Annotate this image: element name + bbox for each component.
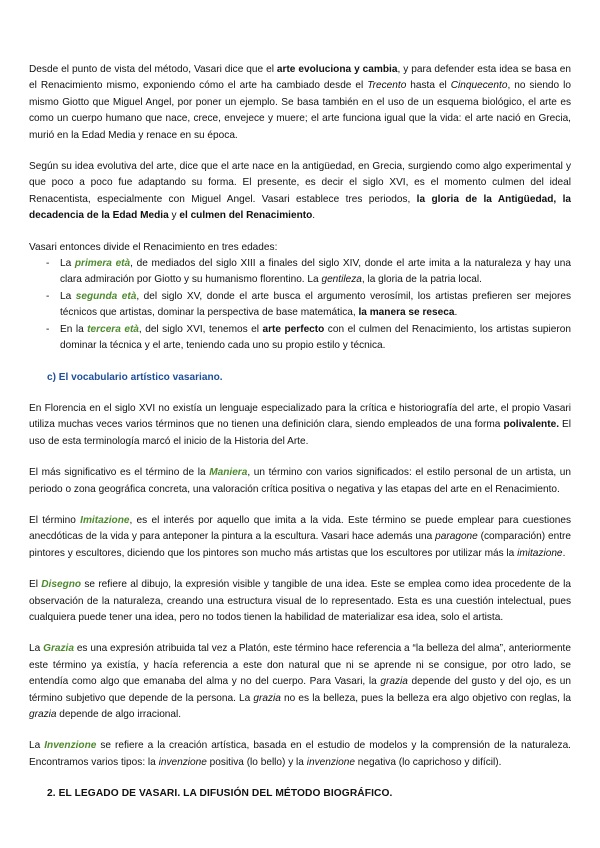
term-invenzione: Invenzione bbox=[44, 740, 97, 752]
italic-cinquecento: Cinquecento bbox=[450, 80, 508, 92]
document-page bbox=[29, 62, 571, 803]
paragraph-method: Desde el punto de vista del método, Vasari dice que el arte evoluciona y cambia, y para defender esta idea se basa en el Renacimiento mismo, exponiendo cómo el arte ha cambiado desde el Trecento hasta el Cinquecento, no siendo lo mismo Giotto que Miguel Angel, por poner un ejemplo. Se basa también en el uso de un esquema biológico, el arte es como un cuerpo humano que nace, crece, envejece y muere; el arte funciona igual que la vida: el arte nació en Grecia, murió en la Edad Media y renace en su época. bbox=[29, 64, 572, 141]
paragraph-lenguaje: En Florencia en el siglo XVI no existía un lenguaje especializado para la crítica e historiografía del arte, el propio Vasari utiliza muchas veces varios términos que no tienen una definición clara, siendo empleados de una forma polivalente. El uso de esta terminología marcó el inicio de la Historia del Arte. bbox=[29, 402, 572, 447]
term-disegno: Disegno bbox=[41, 579, 82, 591]
bold-arte-evoluciona: arte evoluciona y cambia bbox=[276, 64, 398, 75]
term-segunda-eta: segunda età bbox=[75, 290, 137, 302]
list-item-primera-eta: - La primera età, de mediados del siglo XIII a finales del siglo XIV, donde el arte imita a la naturaleza y hay una clara admiración por Giotto y su humanismo florentino. La gentileza, la gloria de la patria local. bbox=[46, 258, 571, 286]
three-ages-list bbox=[29, 256, 571, 354]
bold-polivalente: polivalente. bbox=[503, 419, 559, 431]
italic-trecento: Trecento bbox=[367, 80, 407, 92]
term-grazia: Grazia bbox=[43, 643, 74, 655]
term-imitazione: Imitazione bbox=[80, 514, 130, 526]
list-item-tercera-eta: - En la tercera età, del siglo XVI, tenemos el arte perfecto con el culmen del Renacimiento, los artistas supieron dominar la técnica y el arte, teniendo cada uno su propio estilo y técnica. bbox=[46, 323, 571, 352]
paragraph-invenzione: La Invenzione se refiere a la creación artística, basada en el estudio de modelos y la comprensión de la naturaleza. Encontramos varios tipos: la invenzione positiva (lo bello) y la invenzione negativa (lo caprichoso y difícil). bbox=[29, 740, 571, 768]
bold-manera-reseca: la manera se reseca bbox=[358, 307, 455, 319]
paragraph-evolution: Según su idea evolutiva del arte, dice que el arte nace en la antigüedad, en Grecia, surgiendo como algo experimental y que poco a poco fue adaptando su forma. El presente, es decir el siglo XVI, es el momento culmen del ideal Renacentista, especialmente con Miguel Angel. Vasari establece tres periodos, la gloria de la Antigüedad, la decadencia de la Edad Media y el culmen del Renacimiento. bbox=[29, 161, 571, 222]
section-title-legado: 2. EL LEGADO DE VASARI. LA DIFUSIÓN DEL MÉTODO BIOGRÁFICO. bbox=[47, 788, 393, 800]
bold-gloria-decadencia: la gloria de la Antigüedad, la decadencia de la Edad Media bbox=[29, 193, 571, 222]
list-item-segunda-eta: - La segunda età, del siglo XV, donde el arte busca el argumento verosímil, los artistas prefieren ser mejores técnicos que artistas, dominar la perspectiva de base matemática, la manera se reseca. bbox=[46, 290, 571, 319]
bold-arte-perfecto: arte perfecto bbox=[262, 323, 325, 335]
term-primera-eta: primera età bbox=[74, 258, 131, 270]
term-tercera-eta: tercera età bbox=[87, 323, 139, 335]
term-maniera: Maniera bbox=[209, 467, 248, 479]
paragraph-grazia: La Grazia es una expresión atribuida tal vez a Platón, este término hace referencia a “la belleza del alma”, anteriormente este término ya existía, y hacía referencia a este don natural que ni se aprende ni se consigue, por otro lado, se entendía como algo que emanaba del alma y no del cuerpo. Para Vasari, la grazia depende del gusto y del ojo, es un término subjetivo que depende de la persona. La grazia no es la belleza, pues la belleza era algo objetivo con reglas, la grazia depende de algo irracional. bbox=[29, 643, 571, 720]
paragraph-maniera: El más significativo es el término de la Maniera, un término con varios significados: el estilo personal de un artista, un periodo o zona geográfica concreta, una valoración crítica positiva o negativa y las etapas del arte en el Renacimiento. bbox=[29, 467, 571, 495]
paragraph-disegno: El Disegno se refiere al dibujo, la expresión visible y tangible de una idea. Este se emplea como idea procedente de la observación de la naturaleza, creando una estructura visual de lo representado. Esta es una cuestión intelectual, pues cualquiera puede tener una idea, pero no todos tienen la habilidad de materializar esa idea, solo el artista. bbox=[29, 579, 572, 623]
paragraph-three-ages-intro: Vasari entonces divide el Renacimiento en tres edades: bbox=[29, 241, 278, 253]
subheading-vocabulario: c) El vocabulario artístico vasariano. bbox=[47, 371, 223, 383]
paragraph-imitazione: El término Imitazione, es el interés por aquello que imita a la vida. Este término se puede emplear para cuestiones anecdóticas de la vida y para anteponer la pintura a la escultura. Vasari hace además una paragone (comparación) entre pintores y escultores, diciendo que los pintores son mucho más artistas que los escultores por utilizar más la imitazione. bbox=[29, 514, 571, 559]
bold-culmen: el culmen del Renacimiento bbox=[179, 210, 313, 222]
